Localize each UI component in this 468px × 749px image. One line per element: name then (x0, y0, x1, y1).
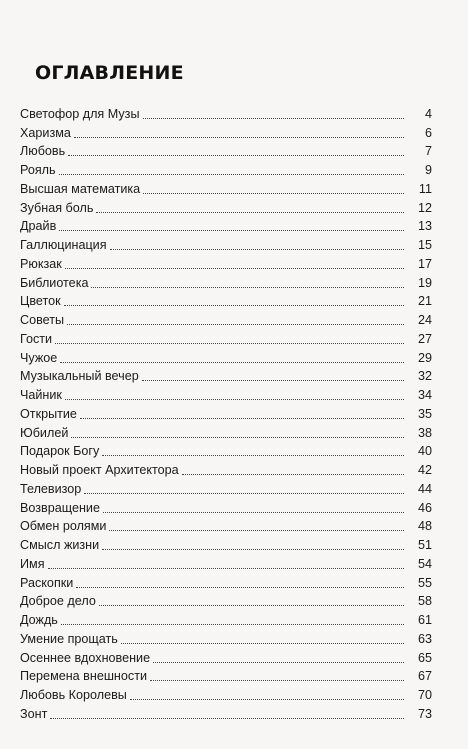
dot-leader (102, 455, 404, 456)
toc-entry (20, 234, 432, 253)
toc-entry-page-number: 32 (417, 369, 432, 384)
dot-leader (143, 193, 404, 194)
toc-entry-page-number: 7 (424, 144, 432, 159)
dot-leader (143, 118, 405, 119)
toc-entry-page-number: 70 (417, 688, 432, 702)
toc-entry-page-number: 65 (417, 650, 432, 665)
toc-entry-title: Советы (20, 313, 65, 327)
toc-entry-page-number: 42 (417, 463, 432, 477)
toc-entry-title: Смысл жизни (20, 538, 100, 552)
toc-entry-title: Зонт (20, 706, 48, 721)
dot-leader (65, 399, 404, 400)
toc-entry (20, 647, 432, 666)
toc-entry-title: Светофор для Музы (20, 106, 140, 121)
toc-entry-page-number: 55 (417, 575, 432, 590)
dot-leader (65, 268, 404, 269)
toc-entry-title: Любовь Королевы (20, 688, 127, 702)
dot-leader (80, 418, 404, 419)
toc-entry (20, 103, 432, 122)
toc-entry (20, 141, 432, 160)
toc-entry-page-number: 6 (424, 125, 432, 140)
dot-leader (76, 587, 404, 588)
toc-entry-title: Любовь (20, 144, 66, 159)
toc-entry-page-number: 51 (417, 538, 432, 552)
toc-entry-page-number: 29 (417, 350, 432, 365)
dot-leader (121, 643, 404, 644)
toc-entry-title: Доброе дело (20, 594, 96, 609)
toc-entry-title: Высшая математика (20, 181, 141, 196)
toc-entry-title: Галлюцинация (20, 238, 107, 252)
toc-entry-title: Возвращение (20, 500, 100, 515)
toc-entry-page-number: 44 (417, 481, 432, 496)
toc-entry-title: Осеннее вдохновение (20, 650, 151, 665)
toc-entry-title: Открытие (20, 406, 77, 421)
toc-entry-title: Подарок Богу (20, 444, 100, 459)
toc-entry (20, 666, 432, 685)
toc-entry-page-number: 17 (417, 256, 432, 271)
toc-entry-page-number: 40 (417, 444, 432, 459)
dot-leader (67, 324, 404, 325)
toc-entry (20, 309, 432, 328)
toc-entry-title: Имя (20, 556, 45, 571)
toc-entry (20, 497, 432, 516)
toc-entry-title: Харизма (20, 125, 71, 140)
toc-entry (20, 291, 432, 310)
toc-entry (20, 553, 432, 572)
toc-entry-page-number: 54 (417, 556, 432, 571)
toc-entry-page-number: 13 (417, 219, 432, 234)
toc-entry-page-number: 24 (417, 313, 432, 327)
toc-entry-page-number: 15 (417, 238, 432, 252)
toc-entry-title: Раскопки (20, 575, 74, 590)
dot-leader (68, 155, 404, 156)
dot-leader (153, 662, 404, 663)
toc-entry (20, 534, 432, 553)
toc-entry (20, 684, 432, 703)
toc-entry-title: Чужое (20, 350, 58, 365)
toc-entry-page-number: 4 (424, 106, 432, 121)
toc-entry-title: Цветок (20, 294, 61, 309)
toc-entry-page-number: 58 (417, 594, 432, 609)
dot-leader (71, 437, 404, 438)
toc-entry-title: Драйв (20, 219, 57, 234)
toc-entry-title: Умение прощать (20, 631, 118, 646)
toc-entry-page-number: 48 (417, 519, 432, 534)
toc-entry (20, 478, 432, 497)
dot-leader (61, 624, 404, 625)
toc-entry (20, 609, 432, 628)
toc-entry (20, 384, 432, 403)
toc-entry (20, 159, 432, 178)
dot-leader (130, 699, 404, 700)
dot-leader (84, 493, 404, 494)
table-of-contents (20, 103, 432, 722)
dot-leader (48, 568, 404, 569)
toc-entry (20, 459, 432, 478)
toc-entry-page-number: 73 (417, 706, 432, 721)
toc-entry-page-number: 46 (417, 500, 432, 515)
dot-leader (110, 249, 404, 250)
toc-entry (20, 178, 432, 197)
dot-leader (60, 362, 404, 363)
toc-entry-page-number: 19 (417, 275, 432, 290)
page-title: ОГЛАВЛЕНИЕ (35, 62, 184, 84)
toc-entry-page-number: 38 (417, 425, 432, 440)
dot-leader (50, 718, 404, 719)
toc-entry-title: Зубная боль (20, 200, 94, 215)
toc-entry (20, 347, 432, 366)
toc-entry (20, 703, 432, 722)
toc-entry (20, 216, 432, 235)
toc-entry (20, 328, 432, 347)
toc-entry-page-number: 21 (417, 294, 432, 309)
dot-leader (99, 605, 404, 606)
toc-entry-title: Музыкальный вечер (20, 369, 139, 384)
dot-leader (96, 212, 404, 213)
toc-entry (20, 253, 432, 272)
toc-entry (20, 591, 432, 610)
toc-entry-title: Телевизор (20, 481, 82, 496)
dot-leader (103, 512, 404, 513)
toc-entry-title: Обмен ролями (20, 519, 107, 534)
toc-entry-title: Рюкзак (20, 256, 62, 271)
toc-entry-title: Юбилей (20, 425, 69, 440)
toc-entry-title: Библиотека (20, 275, 89, 290)
toc-entry (20, 403, 432, 422)
dot-leader (150, 680, 404, 681)
toc-entry-title: Гости (20, 331, 53, 346)
toc-entry-title: Дождь (20, 613, 58, 627)
toc-entry-page-number: 12 (417, 200, 432, 215)
dot-leader (91, 287, 404, 288)
toc-entry-page-number: 27 (417, 331, 432, 346)
dot-leader (59, 174, 404, 175)
dot-leader (64, 305, 404, 306)
toc-entry (20, 572, 432, 591)
dot-leader (102, 549, 404, 550)
dot-leader (109, 530, 404, 531)
toc-entry (20, 516, 432, 535)
toc-entry (20, 366, 432, 385)
toc-entry (20, 422, 432, 441)
toc-entry-page-number: 11 (418, 181, 432, 196)
toc-entry-title: Чайник (20, 388, 62, 402)
dot-leader (74, 137, 404, 138)
dot-leader (142, 380, 404, 381)
toc-entry (20, 272, 432, 291)
toc-entry (20, 441, 432, 460)
toc-entry-page-number: 34 (417, 388, 432, 402)
toc-entry-page-number: 9 (424, 163, 432, 177)
toc-entry (20, 628, 432, 647)
toc-entry-page-number: 35 (417, 406, 432, 421)
dot-leader (59, 230, 404, 231)
toc-entry-page-number: 63 (417, 631, 432, 646)
toc-entry-page-number: 61 (417, 613, 432, 627)
dot-leader (55, 343, 404, 344)
toc-entry (20, 122, 432, 141)
toc-entry-title: Перемена внешности (20, 669, 147, 684)
dot-leader (182, 474, 404, 475)
toc-entry-title: Новый проект Архитектора (20, 463, 179, 477)
toc-entry-page-number: 67 (417, 669, 432, 684)
toc-entry-title: Рояль (20, 163, 56, 177)
toc-entry (20, 197, 432, 216)
